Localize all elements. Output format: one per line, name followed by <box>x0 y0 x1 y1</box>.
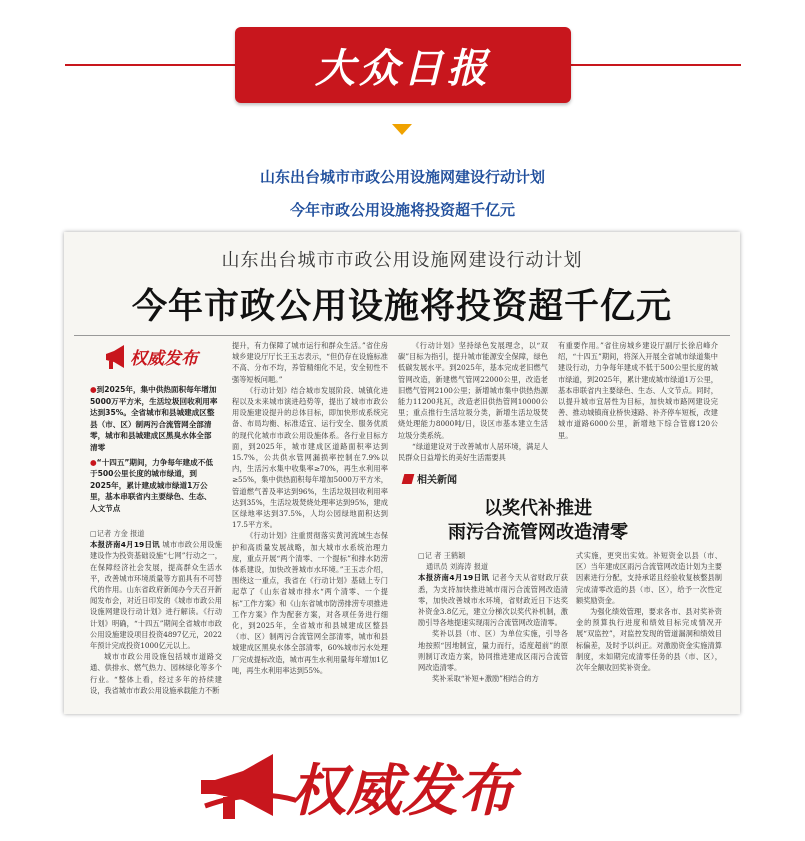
paragraph: 有重要作用。”省住房城乡建设厅副厅长徐启峰介绍，“十四五”期间，将深入开展全省城市绿道集中建设行动，力争每年建成不低于500公里长度的城市绿道，到2025年，累计建成城市绿道1万公里，基本串联省内主要绿色、生态、人文节点。同时，以提升城市宜居性为目标，加快城市路网建设完善、推动城镇商业桥快速路、补齐停车短板，改建城市道路6000公里，新增地下综合管廊120公里。 <box>558 341 718 440</box>
key-point: ●到2025年，集中供热面积每年增加5000万平方米，生活垃圾回收利用率达到35%。全省城市和县城建成区整县（市、区）制两污合流管网全部清零，城市和县城建成区黑臭水体全部清零 <box>90 385 218 452</box>
key-point-text: “十四五”期间，力争每年建成不低于500公里长度的城市绿道，到2025年，累计建成城市绿道1万公里，基本串联省内主要绿色、生态、人文节点 <box>90 457 213 513</box>
brand-logo-large-text: 权威发布 <box>290 759 514 824</box>
paragraph: 城市市政公用设施建设作为投资基础设施“七网”行动之一，在保障经济社会发展，提高群众生活水平，改善城市环境质量等方面具有不可替代的作用。山东省政府新闻办今天召开新闻发布会，对近日印发的《城市市政公用设施网建设行动计划》进行解读。《行动计划》明确，“十四五”期间全省城市市政公用设施建设项目投资4897亿元，2022年预计完成投资1000亿元以上。 <box>90 540 222 651</box>
brand-logo-small-text: 权威发布 <box>130 349 198 369</box>
paragraph: 记者今天从省财政厅获悉，为支持加快推进城市雨污合流管网改造清零，加快改善城市水环境，省财政近日下达奖补资金3.8亿元，建立分梯次以奖代补机制，激励引导各地提速实现雨污合流管网改造清零。 <box>418 573 568 628</box>
article-column-2 <box>232 340 388 676</box>
related-column-1 <box>418 550 568 684</box>
brand-logo-large <box>195 750 605 825</box>
megaphone-icon <box>201 754 273 819</box>
related-title-1: 以奖代补推进 <box>484 498 592 519</box>
related-column-2 <box>576 550 722 673</box>
masthead-text: 大众日报 <box>315 44 491 92</box>
related-byline: □记 者 王鹤颖 <box>418 551 466 560</box>
paragraph: 城市市政公用设施包括城市道路交通、供排水、燃气热力、园林绿化等多个行业。“整体上看，经过多年的持续建设，我省城市市政公用设施承载能力不断 <box>90 652 222 695</box>
clip-headline: 今年市政公用设施将投资超千亿元 <box>131 287 672 327</box>
key-point: ●“十四五”期间，力争每年建成不低于500公里长度的城市绿道，到2025年，累计建成城市绿道1万公里，基本串联省内主要绿色、生态、人文节点 <box>90 457 213 513</box>
paragraph: “绿道建设对于改善城市人居环境，满足人民群众日益增长的美好生活需要具 <box>398 441 548 463</box>
paragraph: 《行动计划》结合城市发展阶段、城镇化进程以及未来城市演进趋势等，提出了城市市政公用设施建设提升的总体目标，即加快形成系统完备、布局均衡、标准适宜、运行安全、服务优质的现代化城市市政公用设施体系。各行业目标方面，到2025年，城市建成区道路面积率达到15.7%，公共供水管网漏损率控制在7.9%以内，生活污水集中收集率≥70%，再生水利用率≥55%，集中供热面积每年增加5000万平方米，管道燃气普及率达到96%，生活垃圾回收利用率达到35%，生活垃圾焚烧处理率达到95%，建成区绿地率达到37.5%，人均公园绿地面积达到17.5平方米。 <box>232 385 388 530</box>
article-column-1 <box>90 528 222 696</box>
header-line-1: 山东出台城市市政公用设施网建设行动计划 <box>259 168 545 186</box>
related-news-tag <box>403 471 477 486</box>
key-points <box>90 384 218 518</box>
paragraph: 《行动计划》注重贯彻落实黄河流域生态保护和高质量发展战略，加大城市水系统治理力度，重点开展“两个清零、一个提标”和排水防涝体系建设，加快改善城市水环境。”王玉志介绍，围绕这一重点，我省在《行动计划》基础上专门起草了《山东省城市排水“两个清零、一个提标”工作方案》和《山东省城市防涝排涝专项推进工作方案》作为配套方案，对各项任务进行细化，到2025年，全省城市和县城建成区整县（市、区）制两污合流管网全部清零，城市和县城建成区黑臭水体全部清零，60%城市污水处理厂完成提标改造，城市再生水利用量每年增加1亿吨，再生水利用率达到55%。 <box>232 531 388 675</box>
related-title-2: 雨污合流管网改造清零 <box>448 522 628 543</box>
newspaper-clipping <box>64 232 740 714</box>
down-arrow-icon <box>392 124 412 135</box>
paragraph: 式实施，更突出实效。补短资金以县（市、区）当年建成区雨污合流管网改造计划为主要因素进行分配，支持承诺且经验收复核整县制完成清零改造的县（市、区），给予一次性定额奖励资金。 <box>576 551 722 605</box>
brand-logo-small <box>102 342 222 372</box>
megaphone-icon <box>106 345 124 369</box>
paragraph: 奖补采取“补短+激励”相结合的方 <box>432 674 539 684</box>
paragraph: 《行动计划》坚持绿色发展理念，以“双碳”目标为指引，提升城市能源安全保障，绿色低碳发展水平。到2025年，基本完成老旧燃气管网改造，新建燃气管网22000公里，改造老旧燃气管网2100公里；新增城市集中供热热源能力11200兆瓦，改造老旧供热管网10000公里；重点推行生活垃圾分类，新增生活垃圾焚烧处理能力8000吨/日，设区市基本建立生活垃圾分类系统。 <box>398 341 548 440</box>
related-byline: 通讯员 刘海涛 报道 <box>426 562 489 572</box>
related-news-tag-text: 相关新闻 <box>417 475 457 486</box>
header-rule-left <box>65 64 237 66</box>
dateline: 本报济南4月19日讯 <box>90 540 160 550</box>
paragraph: 奖补以县（市、区）为单位实施，引导各地按照“因地制宜，量力而行，适度超前”的原则制订改造方案，协同推进建成区雨污合流管网改造清零。 <box>418 629 568 673</box>
key-point-text: 到2025年，集中供热面积每年增加5000万平方米，生活垃圾回收利用率达到35%。全省城市和县城建成区整县（市、区）制两污合流管网全部清零，城市和县城建成区黑臭水体全部清零 <box>90 385 218 452</box>
tag-marker-icon <box>402 474 415 484</box>
related-dateline: 本报济南4月19日讯 <box>418 573 490 583</box>
article-column-4 <box>558 340 718 441</box>
clip-subheadline: 山东出台城市市政公用设施网建设行动计划 <box>221 250 583 271</box>
clip-rule <box>74 335 730 336</box>
paragraph: 为强化绩效管理，要求各市、县对奖补资金的预算执行进度和绩效目标完成情况开展“双监控”，对监控发现的管道漏洞和绩效目标偏差，及时予以纠正。对激励资金实施清算制度，未如期完成清零任务的县（市、区），次年全额收回奖补资金。 <box>576 607 722 673</box>
paragraph: 提升，有力保障了城市运行和群众生活。”省住房城乡建设厅厅长王玉志表示，“但仍存在设施标准不高、分布不均，养管精细化不足，安全韧性不强等短板问题。” <box>232 341 388 384</box>
header-line-2: 今年市政公用设施将投资超千亿元 <box>289 201 515 219</box>
masthead-logo <box>235 27 571 103</box>
byline: □记者 方金 报道 <box>90 529 145 538</box>
article-column-3 <box>398 340 548 463</box>
header-rule-right <box>569 64 741 66</box>
